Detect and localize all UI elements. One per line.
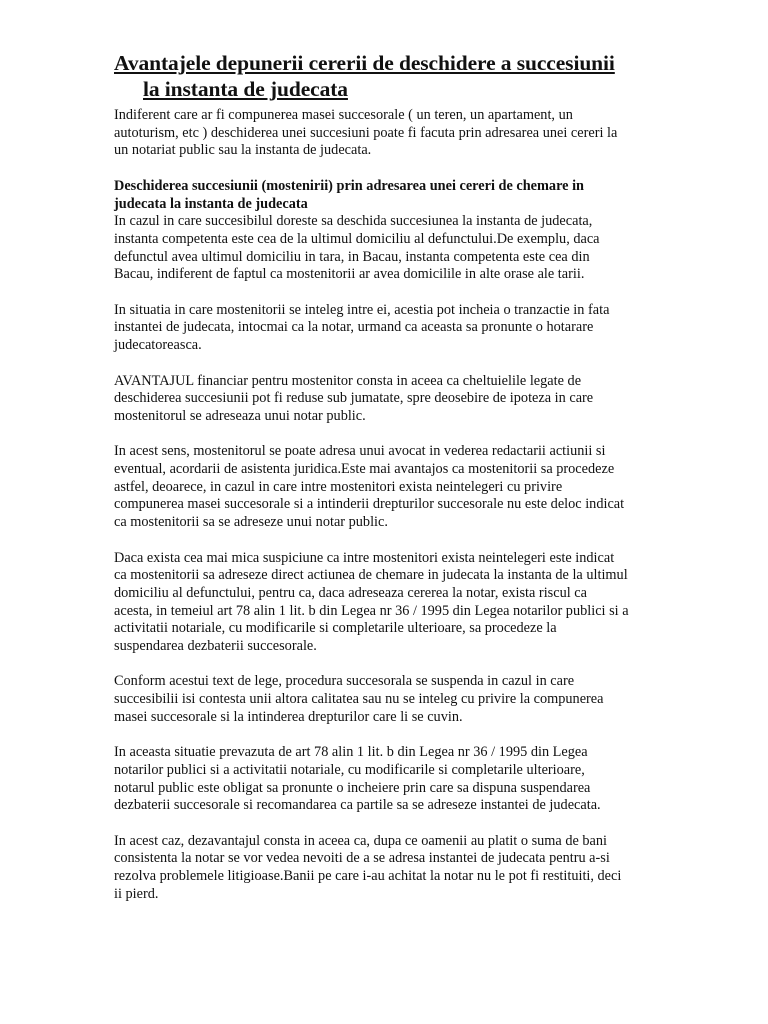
paragraph [114, 373, 674, 426]
paragraph [114, 744, 674, 815]
paragraph-line: In acest sens, mostenitorul se poate adresa unui avocat in vederea redactarii actiunii si [114, 443, 606, 460]
section-heading-line: judecata la instanta de judecata [114, 195, 308, 212]
paragraph-line: domiciliu al defunctului, pentru ca, daca adreseaza cererea la notar, exista riscul ca [114, 584, 587, 601]
paragraph-line: astfel, deoarece, in cazul in care intre mostenitori exista neintelegeri cu privire [114, 478, 563, 495]
paragraph-line: dezbaterii succesorale si recomandarea ca partile sa se adreseze instantei de judecata. [114, 797, 601, 814]
document-title [114, 50, 714, 102]
paragraph-spacer [114, 532, 674, 550]
title-line-2: la instanta de judecata [143, 77, 348, 102]
paragraph-line: suspendarea dezbaterii succesorale. [114, 638, 317, 655]
paragraph-line: notarul public este obligat sa pronunte o incheiere prin care sa dispuna suspendarea [114, 779, 591, 796]
paragraph-line: mostenitorul se adreseaza unui notar public. [114, 407, 366, 424]
paragraph-spacer [114, 815, 674, 833]
paragraph-spacer [114, 160, 674, 178]
paragraph-line: eventual, acordarii de asistenta juridica.Este mai avantajos ca mostenitorii sa procedeze [114, 461, 615, 477]
paragraph-line: Bacau, indiferent de faptul ca mostenitorii ar avea domicilile in alte orase ale tarii. [114, 266, 585, 283]
paragraph-line: judecatoreasca. [114, 337, 202, 354]
paragraph-line: acesta, in temeiul art 78 alin 1 lit. b din Legea nr 36 / 1995 din Legea notarilor publici si a [114, 602, 629, 619]
paragraph-line: deschiderea succesiunii pot fi reduse sub jumatate, spre deosebire de ipoteza in care [114, 390, 594, 407]
paragraph-line: In acest caz, dezavantajul consta in aceea ca, dupa ce oamenii au platit o suma de bani [114, 832, 608, 849]
paragraph-line: compunerea masei succesorale si a intinderii drepturilor succesorale nu este deloc indicat [114, 496, 625, 513]
paragraph-line: rezolva problemele litigioase.Banii pe care i-au achitat la notar nu le pot fi restituiti, deci [114, 868, 622, 885]
paragraph-line: In cazul in care succesibilul doreste sa deschida succesiunea la instanta de judecata, [114, 213, 593, 230]
section-heading-line: Deschiderea succesiunii (mostenirii) prin adresarea unei cereri de chemare in [114, 177, 585, 194]
title-line-1: Avantajele depunerii cererii de deschidere a succesiunii [114, 51, 615, 76]
paragraph-line: AVANTAJUL financiar pentru mostenitor consta in aceea ca cheltuielile legate de [114, 372, 582, 389]
paragraph-line: Daca exista cea mai mica suspiciune ca intre mostenitori exista neintelegeri este indicat [114, 549, 615, 566]
paragraph-line: Indiferent care ar fi compunerea masei succesorale ( un teren, un apartament, un [114, 107, 573, 123]
paragraph-spacer [114, 355, 674, 373]
document-body [114, 107, 674, 904]
paragraph [114, 107, 674, 160]
paragraph-line: defunctul avea ultimul domiciliu in tara, in Bacau, instanta competenta este cea din [114, 248, 590, 265]
paragraph-spacer [114, 426, 674, 444]
paragraph-line: In aceasta situatie prevazuta de art 78 alin 1 lit. b din Legea nr 36 / 1995 din Legea [114, 744, 588, 761]
paragraph-spacer [114, 727, 674, 745]
paragraph-line: ca mostenitorii sa se adreseze unui notar public. [114, 514, 388, 531]
paragraph-line: In situatia in care mostenitorii se inteleg intre ei, acestia pot incheia o tranzactie in fata [114, 301, 610, 318]
paragraph-line: un notariat public sau la instanta de judecata. [114, 142, 372, 159]
paragraph-spacer [114, 656, 674, 674]
paragraph-line: Conform acestui text de lege, procedura succesorala se suspenda in cazul in care [114, 673, 575, 690]
paragraph-line: succesibilii isi contesta unii altora calitatea sau nu se inteleg cu privire la compunerea [114, 691, 604, 708]
paragraph-line: activitatii notariale, cu modificarile si completarile ulterioare, sa procedeze la [114, 620, 557, 637]
paragraph [114, 550, 674, 656]
section-paragraph [114, 178, 674, 284]
paragraph-line: notarilor publici si a activitatii notariale, cu modificarile si completarile ulterioare, [114, 761, 585, 778]
paragraph-line: masei succesorale si la intinderea drepturilor care li se cuvin. [114, 708, 463, 725]
paragraph-line: instanta competenta este cea de la ultimul domiciliu al defunctului.De exemplu, daca [114, 230, 600, 247]
paragraph-line: consistenta la notar se vor vedea nevoiti de a se adresa instantei de judecata pentru a-si [114, 850, 610, 867]
paragraph [114, 673, 674, 726]
paragraph-line: ca mostenitorii sa adreseze direct actiunea de chemare in judecata la instanta de la ultimul [114, 567, 628, 584]
paragraph-line: ii pierd. [114, 885, 159, 902]
section-heading [114, 178, 674, 213]
paragraph-line: autoturism, etc ) deschiderea unei succesiuni poate fi facuta prin adresarea unei cereri la [114, 124, 618, 141]
paragraph-line: instantei de judecata, intocmai ca la notar, urmand ca aceasta sa pronunte o hotarare [114, 319, 594, 336]
paragraph-spacer [114, 284, 674, 302]
paragraph [114, 443, 674, 532]
paragraph [114, 833, 674, 904]
paragraph [114, 302, 674, 355]
